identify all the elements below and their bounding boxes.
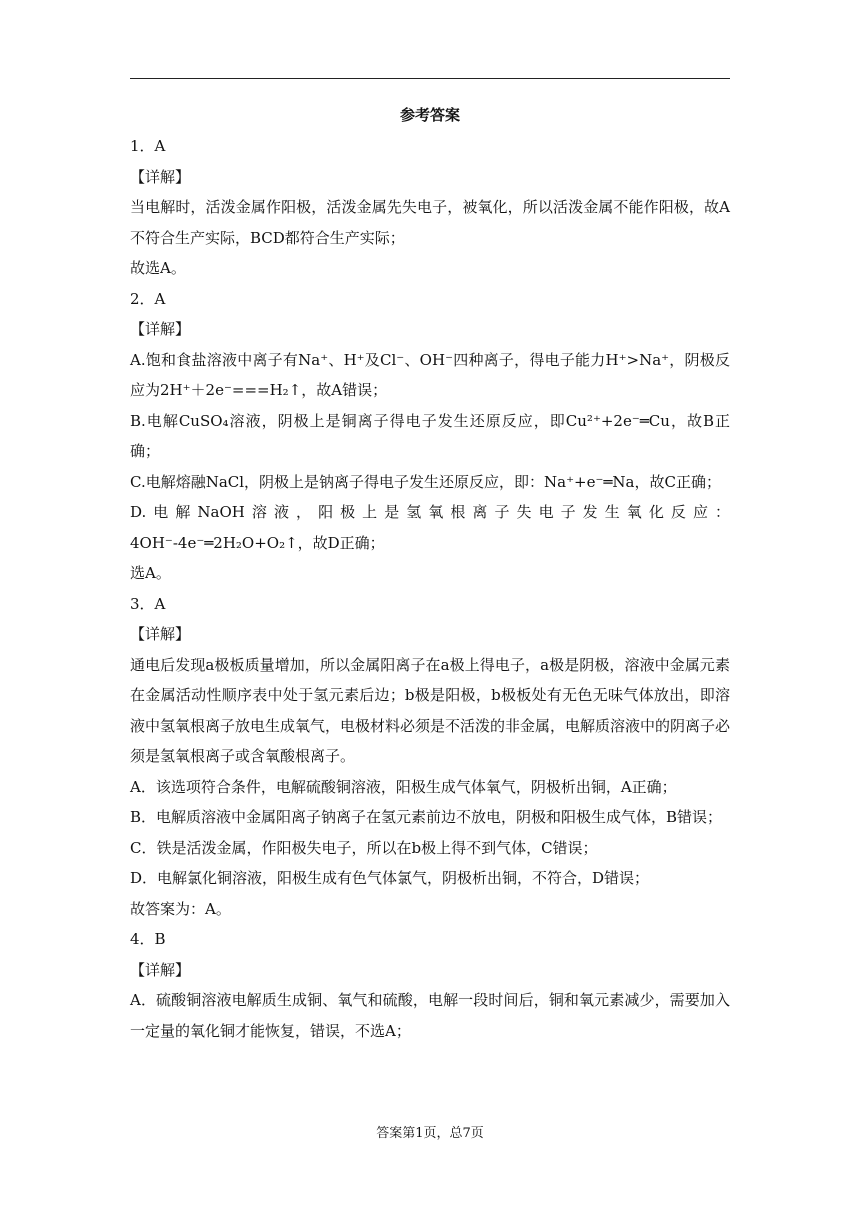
page-footer: 答案第1页，总7页: [376, 1126, 484, 1141]
answer-line: 【详解】: [130, 320, 191, 338]
answer-line: 当电解时，活泼金属作阳极，活泼金属先失电子，被氧化，所以活泼金属不能作阳极，故A不符合生产实际，BCD都符合生产实际；: [130, 198, 730, 247]
answer-line: 通电后发现a极板质量增加，所以金属阳离子在a极上得电子，a极是阴极，溶液中金属元素在金属活动性顺序表中处于氢元素后边；b极是阳极，b极板处有无色无味气体放出，即溶液中氢氧根离子放电生成氧气，电极材料必须是不活泼的非金属，电解质溶液中的阴离子必须是氢氧根离子或含氧酸根离子。: [130, 655, 731, 765]
answer-line: A.饱和食盐溶液中离子有Na⁺、H⁺及Cl⁻、OH⁻四种离子，得电子能力H⁺>Na⁺，阴极反应为2H⁺＋2e⁻===H₂↑，故A错误；: [130, 350, 730, 399]
answer-line: A．该选项符合条件，电解硫酸铜溶液，阳极生成气体氧气，阴极析出铜，A正确；: [130, 777, 677, 796]
answer-body: [130, 131, 730, 1046]
answer-line: D．电解氯化铜溶液，阳极生成有色气体氯气，阴极析出铜，不符合，D错误；: [130, 869, 650, 887]
answer-line: 选A。: [130, 564, 171, 582]
answer-line: 【详解】: [130, 960, 191, 979]
answer-line: 【详解】: [130, 625, 191, 643]
answer-line: B．电解质溶液中金属阳离子钠离子在氢元素前边不放电，阴极和阳极生成气体，B错误；: [130, 808, 723, 826]
page-title: 参考答案: [399, 106, 460, 124]
answer-line: 故答案为：A。: [130, 899, 231, 918]
answer-line: B.电解CuSO₄溶液，阴极上是铜离子得电子发生还原反应，即Cu²⁺+2e⁻═Cu，故B正确；: [130, 411, 730, 460]
answer-line: 故选A。: [130, 259, 186, 277]
answer-line: C．铁是活泼金属，作阳极失电子，所以在b极上得不到气体，C错误；: [130, 838, 598, 857]
answer-line: 2．A: [130, 289, 166, 308]
answer-line: 1．A: [130, 137, 166, 155]
header-rule: [130, 78, 730, 79]
answer-line: 【详解】: [130, 167, 191, 186]
answer-line: A．硫酸铜溶液电解质生成铜、氧气和硫酸，电解一段时间后，铜和氧元素减少，需要加入一定量的氧化铜才能恢复，错误，不选A；: [130, 991, 730, 1040]
answer-line: C.电解熔融NaCl，阴极上是钠离子得电子发生还原反应，即：Na⁺+e⁻═Na，故C正确；: [130, 472, 721, 491]
answer-line: 3．A: [130, 594, 166, 613]
answer-line: 4．B: [130, 930, 166, 948]
answer-line: D.电解NaOH溶液，阳极上是氢氧根离子失电子发生氧化反应：4OH⁻-4e⁻═2H₂O+O₂↑，故D正确；: [130, 503, 730, 552]
